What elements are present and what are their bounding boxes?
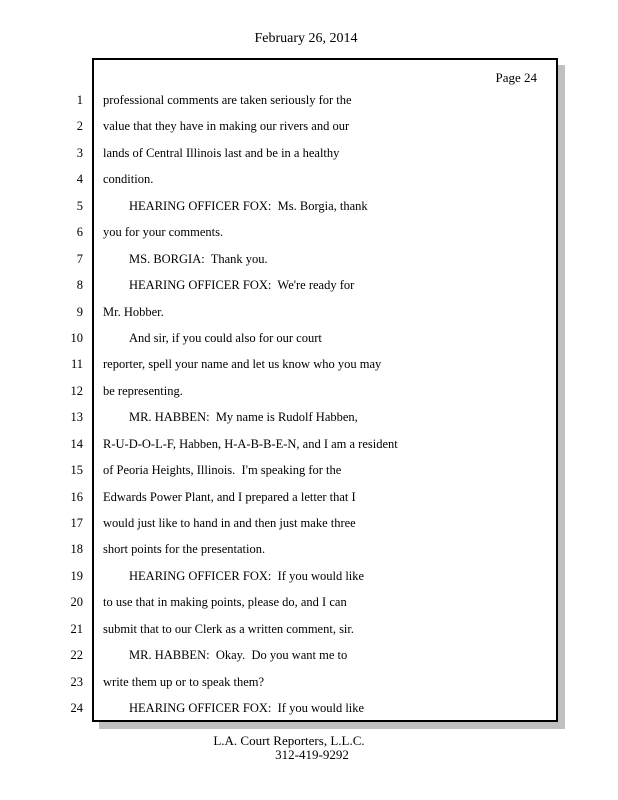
line-text: write them up or to speak them?	[103, 674, 265, 689]
line-text: HEARING OFFICER FOX: We're ready for	[129, 278, 355, 293]
transcript-line	[0, 669, 558, 695]
transcript-line	[0, 272, 558, 298]
line-number: 15	[70, 463, 83, 478]
line-text: reporter, spell your name and let us know who you may	[103, 357, 382, 372]
line-number: 18	[70, 542, 83, 557]
transcript-line	[0, 484, 558, 510]
transcript-line	[0, 642, 558, 668]
page-number-label: Page 24	[495, 70, 537, 85]
line-number: 21	[70, 621, 83, 636]
footer	[0, 734, 618, 761]
line-number: 10	[70, 330, 83, 345]
transcript-line	[0, 563, 558, 589]
line-number: 12	[70, 383, 83, 398]
transcript-lines	[0, 87, 558, 722]
line-text: Edwards Power Plant, and I prepared a letter that I	[103, 489, 356, 504]
transcript-line	[0, 113, 558, 139]
transcript-line	[0, 193, 558, 219]
line-number: 19	[70, 568, 83, 583]
line-text: submit that to our Clerk as a written comment, sir.	[103, 621, 355, 636]
line-number: 5	[76, 198, 83, 213]
transcript-line	[0, 378, 558, 404]
line-text: Mr. Hobber.	[103, 304, 164, 319]
transcript-line	[0, 431, 558, 457]
line-number: 11	[70, 357, 83, 372]
line-text: to use that in making points, please do, and I can	[103, 595, 347, 610]
line-text: HEARING OFFICER FOX: Ms. Borgia, thank	[129, 198, 368, 213]
line-number: 6	[76, 225, 83, 240]
transcript-line	[0, 299, 558, 325]
line-number: 7	[76, 251, 83, 266]
transcript-line	[0, 536, 558, 562]
line-number: 8	[76, 278, 83, 293]
line-text: professional comments are taken seriously for the	[103, 93, 352, 107]
line-number: 23	[70, 674, 83, 689]
line-number: 1	[76, 93, 83, 107]
transcript-line	[0, 589, 558, 615]
line-number: 24	[70, 701, 83, 716]
line-number: 20	[70, 595, 83, 610]
line-text: R-U-D-O-L-F, Habben, H-A-B-B-E-N, and I am a resident	[103, 436, 398, 451]
transcript-line	[0, 510, 558, 536]
transcript-line	[0, 404, 558, 430]
line-text: would just like to hand in and then just make three	[103, 516, 356, 530]
line-number: 14	[70, 436, 83, 451]
transcript-line	[0, 246, 558, 272]
transcript-line	[0, 351, 558, 377]
header-date: February 26, 2014	[254, 31, 358, 46]
line-number: 3	[76, 145, 83, 160]
line-number: 13	[70, 410, 83, 425]
transcript-line	[0, 87, 558, 113]
line-text: HEARING OFFICER FOX: If you would like	[129, 701, 365, 716]
transcript-line	[0, 457, 558, 483]
transcript-line	[0, 166, 558, 192]
transcript-line	[0, 140, 558, 166]
line-text: MS. BORGIA: Thank you.	[129, 251, 268, 266]
transcript-line	[0, 219, 558, 245]
line-number: 2	[76, 119, 83, 134]
line-text: be representing.	[103, 383, 183, 398]
footer-phone: 312-419-9292	[275, 746, 349, 762]
line-text: short points for the presentation.	[103, 542, 266, 557]
line-text: lands of Central Illinois last and be in a healthy	[103, 145, 340, 160]
line-text: HEARING OFFICER FOX: If you would like	[129, 568, 365, 583]
line-text: you for your comments.	[103, 225, 224, 240]
line-number: 22	[70, 648, 83, 663]
line-number: 17	[70, 516, 83, 530]
line-text: condition.	[103, 172, 154, 187]
line-number: 4	[76, 172, 83, 187]
line-text: value that they have in making our rivers and our	[103, 119, 350, 134]
line-text: MR. HABBEN: Okay. Do you want me to	[129, 648, 348, 663]
line-number: 9	[76, 304, 83, 319]
line-text: MR. HABBEN: My name is Rudolf Habben,	[129, 410, 358, 425]
line-number: 16	[70, 489, 83, 504]
transcript-line	[0, 616, 558, 642]
line-text: And sir, if you could also for our court	[129, 330, 322, 345]
line-text: of Peoria Heights, Illinois. I'm speaking for the	[103, 463, 342, 478]
transcript-line	[0, 695, 558, 721]
footer-company: L.A. Court Reporters, L.L.C.	[213, 733, 365, 748]
transcript-line	[0, 325, 558, 351]
